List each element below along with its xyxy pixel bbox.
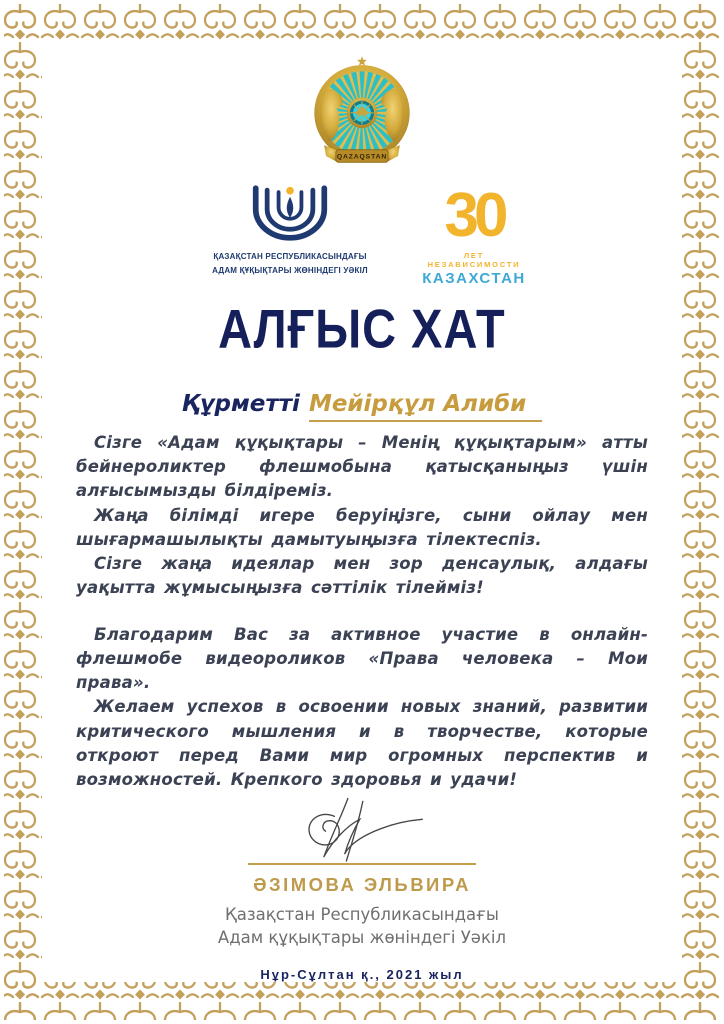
body-text — [76, 431, 648, 793]
ombudsman-caption-line1: ҚАЗАҚСТАН РЕСПУБЛИКАСЫНДАҒЫ — [213, 252, 367, 261]
kazakh-paragraphs — [76, 431, 648, 601]
signature-rule — [248, 863, 476, 865]
kazakhstan-coat-of-arms-icon — [308, 50, 416, 172]
ombudsman-emblem-icon — [250, 184, 330, 244]
title-wrap — [218, 297, 506, 360]
page-title: АЛҒЫС ХАТ — [218, 297, 506, 360]
place-and-date: Нұр-Сұлтан қ., 2021 жыл — [260, 967, 464, 982]
greeting-salutation: Құрметті — [181, 390, 300, 417]
signer-name: ӘЗІМОВА ЭЛЬВИРА — [253, 873, 471, 895]
handwritten-signature — [247, 794, 477, 863]
emblem-star-icon — [357, 56, 367, 66]
signer-role — [218, 903, 506, 949]
ombudsman-logo — [195, 184, 385, 276]
paragraph-ru-1: Благодарим Вас за активное участие в онлайн-флешмобе видеороликов «Права человека – Мои права». — [76, 624, 648, 693]
independence-caption-line1: ЛЕТ НЕЗАВИСИМОСТИ — [427, 250, 521, 269]
independence-30-logo — [419, 181, 529, 287]
certificate-content — [42, 42, 682, 982]
greeting-line — [182, 391, 543, 417]
paragraph-kk-1: Сізге «Адам құқықтары – Менің құқықтарым» атты бейнероликтер флешмобына қатысқаныңыз үшін алғысымызды білдіреміз. — [76, 432, 648, 501]
emblem-banner-text: QAZAQSTAN — [336, 153, 388, 161]
signer-role-line2: Адам құқықтары жөніндегі Уәкіл — [217, 927, 507, 947]
logos-row — [195, 181, 529, 287]
russian-paragraphs — [76, 623, 648, 793]
signer-role-line1: Қазақстан Республикасындағы — [225, 904, 499, 924]
paragraph-kk-3: Сізге жаңа идеялар мен зор денсаулық, алдағы уақытта жұмысыңызға сәттілік тілейміз! — [76, 554, 648, 598]
independence-30-number: 30 — [444, 181, 504, 250]
recipient-name: Мейірқұл Алиби — [309, 391, 542, 422]
paragraph-kk-2: Жаңа білімді игере беруіңізге, сыни ойлау мен шығармашылықты дамытуыңызға тілектеспіз. — [76, 505, 648, 549]
independence-caption-line2: КАЗАХСТАН — [422, 269, 526, 287]
ombudsman-caption-line2: АДАМ ҚҰҚЫҚТАРЫ ЖӨНІНДЕГІ УӘКІЛ — [212, 266, 368, 276]
paragraph-ru-2: Желаем успехов в освоении новых знаний, развитии критического мышления и в творчестве, которые откроют перед Вами мир огромных перспектив и возможностей. Крепкого здоровья и удачи! — [76, 697, 648, 790]
